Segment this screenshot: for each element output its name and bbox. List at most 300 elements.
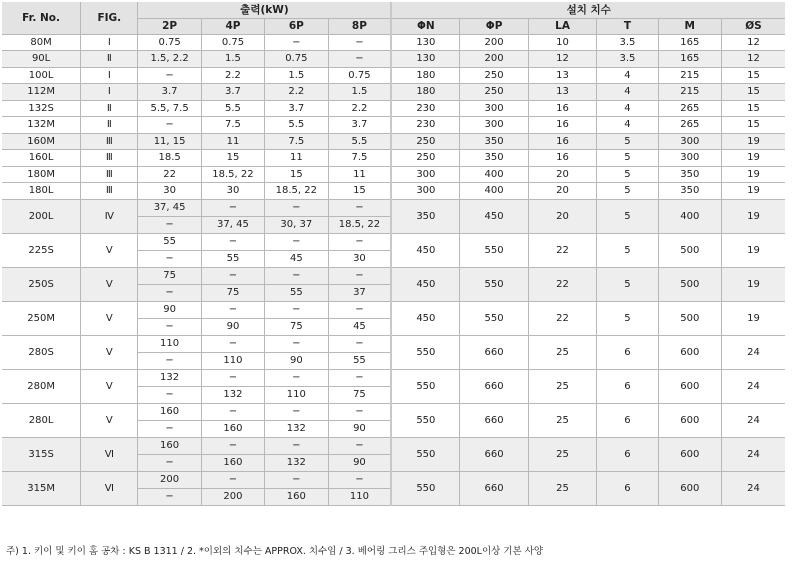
dimension-cell: 5 [597,166,658,183]
dimension-cell: 550 [391,471,459,505]
dimension-cell: 300 [658,133,721,150]
output-cell: 132 [265,454,328,471]
frame-no-cell: 160L [2,150,81,167]
frame-no-cell: 280M [2,369,81,403]
output-cell: 30 [138,183,201,200]
dimension-cell: 450 [460,199,528,233]
dimension-cell: 550 [391,335,459,369]
output-cell: 7.5 [201,117,264,134]
dimension-cell: 550 [460,301,528,335]
dimension-cell: 300 [391,183,459,200]
output-cell: 90 [328,420,391,437]
output-cell: 75 [201,284,264,301]
dimension-cell: 4 [597,117,658,134]
output-cell: 110 [265,386,328,403]
output-cell: 7.5 [328,150,391,167]
output-cell: − [265,233,328,250]
dimension-cell: 300 [460,100,528,117]
output-cell: 0.75 [328,67,391,84]
header-pole-6p: 6P [265,18,328,34]
dimension-cell: 550 [391,437,459,471]
frame-no-cell: 132S [2,100,81,117]
frame-no-cell: 180L [2,183,81,200]
fig-cell: Ⅴ [81,403,138,437]
dimension-cell: 15 [721,117,785,134]
dimension-cell: 3.5 [597,34,658,51]
dimension-cell: 550 [460,267,528,301]
output-cell: 45 [265,250,328,267]
dimension-cell: 300 [460,117,528,134]
output-cell: − [138,454,201,471]
fig-cell: Ⅰ [81,34,138,51]
output-cell: − [328,301,391,318]
output-cell: 110 [138,335,201,352]
output-cell: 18.5, 22 [201,166,264,183]
output-cell: 90 [328,454,391,471]
dimension-cell: 22 [528,301,596,335]
dimension-cell: 165 [658,51,721,68]
dimension-cell: 10 [528,34,596,51]
dimension-cell: 25 [528,471,596,505]
dimension-cell: 25 [528,369,596,403]
output-cell: − [265,335,328,352]
dimension-cell: 230 [391,117,459,134]
dimension-cell: 350 [460,150,528,167]
fig-cell: Ⅲ [81,183,138,200]
dimension-cell: 400 [460,166,528,183]
table-row [2,84,785,101]
dimension-cell: 600 [658,403,721,437]
dimension-cell: 6 [597,335,658,369]
output-cell: − [265,267,328,284]
frame-no-cell: 315M [2,471,81,505]
output-cell: − [265,471,328,488]
dimension-cell: 130 [391,34,459,51]
dimension-cell: 450 [391,301,459,335]
output-cell: − [201,267,264,284]
output-cell: 160 [138,437,201,454]
output-cell: 132 [138,369,201,386]
table-row [2,51,785,68]
output-cell: − [201,437,264,454]
table-row [2,117,785,134]
table-row [2,199,785,216]
dimension-cell: 250 [391,150,459,167]
output-cell: 5.5 [201,100,264,117]
dimension-cell: 25 [528,403,596,437]
fig-cell: Ⅳ [81,199,138,233]
table-row [2,100,785,117]
output-cell: − [138,67,201,84]
dimension-cell: 130 [391,51,459,68]
dimension-cell: 660 [460,369,528,403]
dimension-cell: 250 [391,133,459,150]
table-row [2,471,785,488]
dimension-cell: 660 [460,437,528,471]
dimension-cell: 19 [721,133,785,150]
dimension-cell: 265 [658,117,721,134]
dimension-cell: 6 [597,369,658,403]
dimension-cell: 16 [528,100,596,117]
fig-cell: Ⅴ [81,267,138,301]
output-cell: − [328,34,391,51]
dimension-cell: 16 [528,150,596,167]
dimension-cell: 450 [391,233,459,267]
output-cell: 18.5, 22 [265,183,328,200]
frame-no-cell: 160M [2,133,81,150]
dimension-cell: 5 [597,150,658,167]
output-cell: − [328,471,391,488]
fig-cell: Ⅴ [81,335,138,369]
header-dim-s: ØS [721,18,785,34]
output-cell: − [201,369,264,386]
output-cell: 55 [328,352,391,369]
output-cell: − [138,420,201,437]
output-cell: 37, 45 [201,216,264,233]
dimension-cell: 24 [721,471,785,505]
output-cell: 5.5 [328,133,391,150]
output-cell: 18.5, 22 [328,216,391,233]
dimension-cell: 250 [460,67,528,84]
output-cell: 55 [265,284,328,301]
dimension-cell: 13 [528,67,596,84]
fig-cell: Ⅲ [81,133,138,150]
header-dim-n: ΦN [391,18,459,34]
dimension-cell: 5 [597,183,658,200]
dimension-cell: 4 [597,84,658,101]
table-row [2,335,785,352]
dimension-cell: 6 [597,471,658,505]
output-cell: − [138,250,201,267]
dimension-cell: 600 [658,437,721,471]
dimension-cell: 19 [721,199,785,233]
output-cell: − [265,437,328,454]
dimension-cell: 180 [391,67,459,84]
dimension-cell: 5 [597,133,658,150]
dimension-cell: 300 [391,166,459,183]
output-cell: 0.75 [265,51,328,68]
dimension-cell: 350 [460,133,528,150]
dimension-cell: 660 [460,335,528,369]
output-cell: 110 [201,352,264,369]
fig-cell: Ⅴ [81,301,138,335]
frame-no-cell: 112M [2,84,81,101]
header-dim-la: LA [528,18,596,34]
output-cell: 2.2 [265,84,328,101]
dimension-cell: 550 [391,403,459,437]
dimension-cell: 19 [721,183,785,200]
output-cell: 132 [265,420,328,437]
dimension-cell: 550 [391,369,459,403]
dimension-cell: 215 [658,67,721,84]
output-cell: 3.7 [201,84,264,101]
frame-no-cell: 225S [2,233,81,267]
dimension-cell: 24 [721,369,785,403]
output-cell: 5.5, 7.5 [138,100,201,117]
output-cell: 2.2 [328,100,391,117]
table-row [2,403,785,420]
output-cell: 11 [201,133,264,150]
table-row [2,150,785,167]
dimension-cell: 25 [528,335,596,369]
output-cell: 75 [138,267,201,284]
dimension-cell: 19 [721,150,785,167]
output-cell: − [265,301,328,318]
header-pole-4p: 4P [201,18,264,34]
dimension-cell: 20 [528,183,596,200]
output-cell: 11 [328,166,391,183]
dimension-cell: 24 [721,437,785,471]
header-fig: FIG. [81,2,138,34]
output-cell: 75 [328,386,391,403]
dimension-cell: 300 [658,150,721,167]
frame-no-cell: 280S [2,335,81,369]
header-frame-no: Fr. No. [2,2,81,34]
frame-no-cell: 132M [2,117,81,134]
fig-cell: Ⅲ [81,166,138,183]
output-cell: − [328,335,391,352]
dimension-cell: 19 [721,233,785,267]
dimension-cell: 215 [658,84,721,101]
dimension-cell: 600 [658,369,721,403]
dimension-cell: 12 [721,51,785,68]
header-install-group: 설치 치수 [391,2,785,18]
dimension-cell: 25 [528,437,596,471]
dimension-cell: 5 [597,267,658,301]
output-cell: 15 [265,166,328,183]
fig-cell: Ⅱ [81,51,138,68]
dimension-cell: 5 [597,199,658,233]
output-cell: 75 [265,318,328,335]
output-cell: 22 [138,166,201,183]
output-cell: 18.5 [138,150,201,167]
output-cell: 160 [265,488,328,505]
output-cell: 1.5, 2.2 [138,51,201,68]
output-cell: − [138,318,201,335]
header-pole-8p: 8P [328,18,391,34]
dimension-cell: 4 [597,100,658,117]
dimension-cell: 24 [721,335,785,369]
dimension-cell: 22 [528,233,596,267]
footnote: 주) 1. 키이 및 키이 홈 공차 : KS B 1311 / 2. *이외의 치수는 APPROX. 치수임 / 3. 베어링 그리스 주입형은 200L이상 기본 사양 [6,546,544,557]
dimension-cell: 19 [721,267,785,301]
output-cell: 1.5 [265,67,328,84]
output-cell: 55 [201,250,264,267]
frame-no-cell: 280L [2,403,81,437]
output-cell: 1.5 [201,51,264,68]
table-row [2,369,785,386]
dimension-cell: 250 [460,84,528,101]
output-cell: 11, 15 [138,133,201,150]
fig-cell: Ⅵ [81,437,138,471]
output-cell: 1.5 [328,84,391,101]
output-cell: 132 [201,386,264,403]
output-cell: 30 [328,250,391,267]
output-cell: 3.7 [265,100,328,117]
output-cell: − [328,369,391,386]
dimension-cell: 600 [658,335,721,369]
output-cell: − [201,301,264,318]
output-cell: − [328,437,391,454]
output-cell: − [201,471,264,488]
output-cell: − [265,403,328,420]
dimension-cell: 16 [528,117,596,134]
output-cell: − [328,403,391,420]
frame-no-cell: 315S [2,437,81,471]
dimension-cell: 600 [658,471,721,505]
dimension-cell: 660 [460,471,528,505]
output-cell: − [138,284,201,301]
table-row [2,437,785,454]
output-cell: 200 [201,488,264,505]
output-cell: − [138,386,201,403]
dimension-cell: 180 [391,84,459,101]
output-cell: 90 [265,352,328,369]
dimension-cell: 230 [391,100,459,117]
dimension-cell: 550 [460,233,528,267]
dimension-cell: 500 [658,233,721,267]
output-cell: 15 [328,183,391,200]
output-cell: − [138,117,201,134]
output-cell: 30, 37 [265,216,328,233]
dimension-cell: 12 [721,34,785,51]
output-cell: 90 [201,318,264,335]
frame-no-cell: 250M [2,301,81,335]
frame-no-cell: 90L [2,51,81,68]
header-pole-2p: 2P [138,18,201,34]
fig-cell: Ⅴ [81,369,138,403]
output-cell: − [265,199,328,216]
dimension-cell: 200 [460,34,528,51]
output-cell: 37, 45 [138,199,201,216]
output-cell: − [328,51,391,68]
dimension-cell: 3.5 [597,51,658,68]
dimension-cell: 16 [528,133,596,150]
dimension-cell: 5 [597,233,658,267]
table-row [2,183,785,200]
dimension-cell: 350 [658,183,721,200]
dimension-cell: 15 [721,67,785,84]
dimension-cell: 6 [597,437,658,471]
output-cell: − [138,216,201,233]
fig-cell: Ⅰ [81,84,138,101]
output-cell: 7.5 [265,133,328,150]
header-dim-p: ΦP [460,18,528,34]
dimension-cell: 265 [658,100,721,117]
output-cell: 3.7 [328,117,391,134]
output-cell: 45 [328,318,391,335]
output-cell: − [328,267,391,284]
frame-no-cell: 250S [2,267,81,301]
output-cell: 55 [138,233,201,250]
output-cell: − [138,488,201,505]
frame-no-cell: 180M [2,166,81,183]
output-cell: − [328,199,391,216]
dimension-cell: 19 [721,166,785,183]
output-cell: 2.2 [201,67,264,84]
header-dim-m: M [658,18,721,34]
output-cell: 5.5 [265,117,328,134]
table-row [2,133,785,150]
dimension-cell: 19 [721,301,785,335]
dimension-cell: 660 [460,403,528,437]
dimension-cell: 15 [721,100,785,117]
output-cell: 37 [328,284,391,301]
dimension-cell: 165 [658,34,721,51]
output-cell: 15 [201,150,264,167]
table-row [2,301,785,318]
header-dim-t: T [597,18,658,34]
output-cell: − [265,34,328,51]
dimension-cell: 6 [597,403,658,437]
output-cell: 0.75 [138,34,201,51]
dimension-cell: 200 [460,51,528,68]
table-row [2,267,785,284]
frame-no-cell: 80M [2,34,81,51]
fig-cell: Ⅱ [81,117,138,134]
output-cell: 3.7 [138,84,201,101]
output-cell: 0.75 [201,34,264,51]
dimension-cell: 4 [597,67,658,84]
output-cell: − [328,233,391,250]
output-cell: − [201,233,264,250]
dimension-cell: 400 [658,199,721,233]
dimension-cell: 13 [528,84,596,101]
header-output-group: 출력(kW) [138,2,391,18]
output-cell: 160 [138,403,201,420]
table-row [2,34,785,51]
fig-cell: Ⅴ [81,233,138,267]
dimension-cell: 20 [528,199,596,233]
output-cell: − [201,199,264,216]
dimension-cell: 450 [391,267,459,301]
table-row [2,166,785,183]
output-cell: − [201,335,264,352]
fig-cell: Ⅰ [81,67,138,84]
output-cell: 110 [328,488,391,505]
dimension-cell: 500 [658,267,721,301]
output-cell: 160 [201,420,264,437]
dimension-cell: 15 [721,84,785,101]
output-cell: − [201,403,264,420]
output-cell: 200 [138,471,201,488]
output-cell: 160 [201,454,264,471]
fig-cell: Ⅲ [81,150,138,167]
output-cell: − [138,352,201,369]
dimension-cell: 20 [528,166,596,183]
dimension-cell: 350 [658,166,721,183]
dimension-cell: 12 [528,51,596,68]
output-cell: 30 [201,183,264,200]
output-cell: 90 [138,301,201,318]
frame-no-cell: 100L [2,67,81,84]
dimension-cell: 400 [460,183,528,200]
frame-no-cell: 200L [2,199,81,233]
dimension-cell: 24 [721,403,785,437]
fig-cell: Ⅱ [81,100,138,117]
dimension-cell: 500 [658,301,721,335]
output-cell: − [265,369,328,386]
dimension-cell: 22 [528,267,596,301]
motor-spec-table [2,2,785,506]
dimension-cell: 350 [391,199,459,233]
table-row [2,67,785,84]
dimension-cell: 5 [597,301,658,335]
spec-table-body [2,34,785,505]
output-cell: 11 [265,150,328,167]
table-row [2,233,785,250]
fig-cell: Ⅵ [81,471,138,505]
